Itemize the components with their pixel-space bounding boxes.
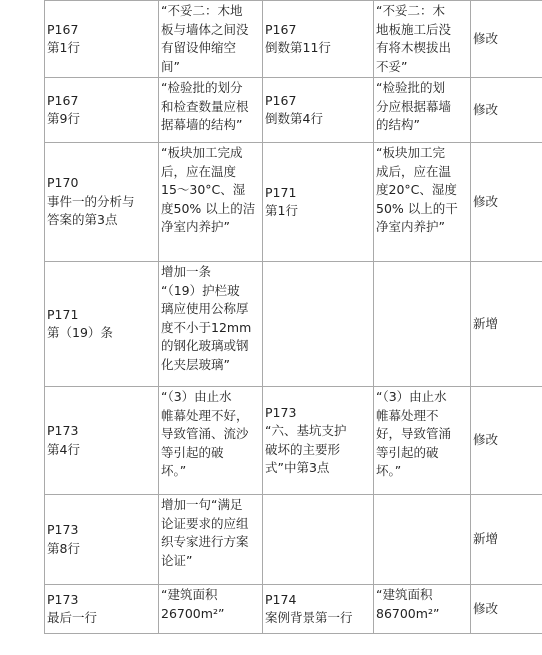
- cell-line: 倒数第11行: [265, 40, 331, 55]
- original-location-cell: [45, 1, 159, 78]
- change-type-cell: 修改: [471, 585, 542, 634]
- change-type-cell: 修改: [471, 387, 542, 495]
- change-type-cell: 新增: [471, 262, 542, 387]
- corrected-text-cell: [374, 78, 471, 143]
- corrected-text-cell: [374, 262, 471, 387]
- corrected-location-cell: [263, 387, 374, 495]
- cell-line: “板块加工完成: [161, 145, 243, 160]
- cell-line: P167: [265, 21, 297, 37]
- cell-line: 第1行: [47, 40, 80, 55]
- cell-line: 增加一句“满足: [161, 497, 243, 512]
- cell-line: P173: [265, 404, 297, 420]
- cell-line: 50% 以上的干: [376, 200, 458, 216]
- cell-line: 坏。”: [376, 463, 402, 478]
- cell-line: 论证要求的应组: [161, 515, 249, 531]
- cell-line: 据幕墙的结构”: [161, 117, 243, 132]
- errata-table-body: [45, 1, 542, 634]
- cell-line: 最后一行: [47, 610, 98, 625]
- change-type-cell: 修改: [471, 1, 542, 78]
- cell-line: 等引起的破: [376, 444, 439, 460]
- corrected-text-cell: [374, 387, 471, 495]
- original-text-cell: [159, 495, 263, 585]
- corrected-text-cell: [374, 585, 471, 634]
- cell-line: 第（19）条: [47, 325, 113, 340]
- cell-line: 论证”: [161, 552, 193, 568]
- cell-line: 案例背景第一行: [265, 610, 353, 625]
- cell-line: 有将木楔拔出: [376, 40, 452, 55]
- cell-line: P171: [47, 306, 79, 322]
- cell-line: P173: [47, 591, 79, 607]
- corrected-location-cell: [263, 262, 374, 387]
- table-row: [45, 262, 542, 387]
- table-row: [45, 78, 542, 143]
- cell-line: 的钢化玻璃或钢: [161, 338, 249, 353]
- cell-line: 坏。”: [161, 463, 187, 478]
- original-location-cell: [45, 585, 159, 634]
- corrected-location-cell: [263, 495, 374, 585]
- cell-line: 帷幕处理不好，: [161, 407, 249, 423]
- original-text-cell: [159, 262, 263, 387]
- cell-line: 答案的第3点: [47, 212, 118, 228]
- cell-line: 等引起的破: [161, 444, 224, 460]
- change-type-cell: 新增: [471, 495, 542, 585]
- cell-line: 破坏的主要形: [265, 441, 341, 457]
- cell-line: 86700m²”: [376, 605, 440, 621]
- change-type-cell: 修改: [471, 78, 542, 143]
- cell-line: P167: [47, 21, 79, 37]
- cell-line: 净室内养护”: [376, 219, 445, 234]
- original-text-cell: [159, 387, 263, 495]
- cell-line: P173: [47, 522, 79, 537]
- cell-line: 间”: [161, 58, 180, 74]
- original-location-cell: [45, 143, 159, 262]
- cell-line: 26700m²”: [161, 605, 225, 621]
- cell-line: “不妥二：木地: [161, 3, 243, 18]
- cell-line: P171: [265, 184, 297, 200]
- cell-line: “建筑面积: [376, 587, 433, 602]
- cell-line: 第9行: [47, 111, 80, 126]
- corrected-text-cell: [374, 495, 471, 585]
- cell-line: “（19）护栏玻: [161, 282, 240, 298]
- cell-line: 第1行: [265, 203, 298, 218]
- cell-line: P173: [47, 423, 79, 438]
- cell-line: “不妥二：木: [376, 3, 445, 18]
- cell-line: 后，应在温度: [161, 163, 237, 179]
- original-text-cell: [159, 78, 263, 143]
- errata-table: [44, 0, 542, 634]
- cell-line: 的结构”: [376, 117, 420, 132]
- cell-line: 增加一条: [161, 264, 212, 279]
- cell-line: “建筑面积: [161, 587, 218, 602]
- corrected-location-cell: [263, 585, 374, 634]
- cell-line: “（3）由止水: [376, 389, 447, 404]
- original-location-cell: [45, 262, 159, 387]
- original-location-cell: [45, 495, 159, 585]
- corrected-text-cell: [374, 143, 471, 262]
- cell-line: 第4行: [47, 441, 80, 457]
- cell-line: P167: [47, 92, 79, 108]
- cell-line: 度50% 以上的洁: [161, 200, 256, 216]
- cell-line: 成后，应在温: [376, 163, 452, 179]
- change-type-cell: 修改: [471, 143, 542, 262]
- cell-line: 地板施工后没: [376, 21, 452, 37]
- cell-line: 不妥”: [376, 58, 408, 74]
- cell-line: 15～30°C、湿: [161, 182, 246, 197]
- cell-line: 净室内养护”: [161, 219, 230, 234]
- cell-line: 分应根据幕墙: [376, 98, 452, 114]
- cell-line: 好，导致管涌: [376, 426, 452, 441]
- corrected-location-cell: [263, 1, 374, 78]
- table-row: [45, 387, 542, 495]
- cell-line: “检验批的划分: [161, 80, 243, 95]
- table-row: [45, 143, 542, 262]
- cell-line: 事件一的分析与: [47, 193, 135, 209]
- table-row: [45, 1, 542, 78]
- cell-line: “板块加工完: [376, 145, 445, 160]
- cell-line: 化夹层玻璃”: [161, 356, 230, 372]
- cell-line: 有留设伸缩空: [161, 40, 237, 55]
- cell-line: P174: [265, 591, 297, 607]
- cell-line: 度不小于12mm: [161, 319, 252, 335]
- cell-line: 璃应使用公称厚: [161, 301, 249, 316]
- corrected-location-cell: [263, 78, 374, 143]
- original-text-cell: [159, 143, 263, 262]
- cell-line: 板与墙体之间没: [161, 21, 249, 37]
- cell-line: 式”中第3点: [265, 460, 330, 475]
- original-text-cell: [159, 1, 263, 78]
- original-location-cell: [45, 78, 159, 143]
- cell-line: 倒数第4行: [265, 111, 323, 126]
- table-row: [45, 585, 542, 634]
- table-row: [45, 495, 542, 585]
- cell-line: 导致管涌、流沙: [161, 426, 249, 441]
- cell-line: 和检查数量应根: [161, 98, 249, 114]
- cell-line: “检验批的划: [376, 80, 445, 95]
- cell-line: P170: [47, 175, 79, 191]
- original-text-cell: [159, 585, 263, 634]
- corrected-text-cell: [374, 1, 471, 78]
- cell-line: 织专家进行方案: [161, 534, 249, 549]
- cell-line: 度20°C、湿度: [376, 182, 457, 197]
- cell-line: P167: [265, 92, 297, 108]
- original-location-cell: [45, 387, 159, 495]
- cell-line: 帷幕处理不: [376, 407, 439, 423]
- cell-line: “六、基坑支护: [265, 423, 347, 438]
- corrected-location-cell: [263, 143, 374, 262]
- cell-line: “（3）由止水: [161, 389, 232, 404]
- cell-line: 第8行: [47, 540, 80, 556]
